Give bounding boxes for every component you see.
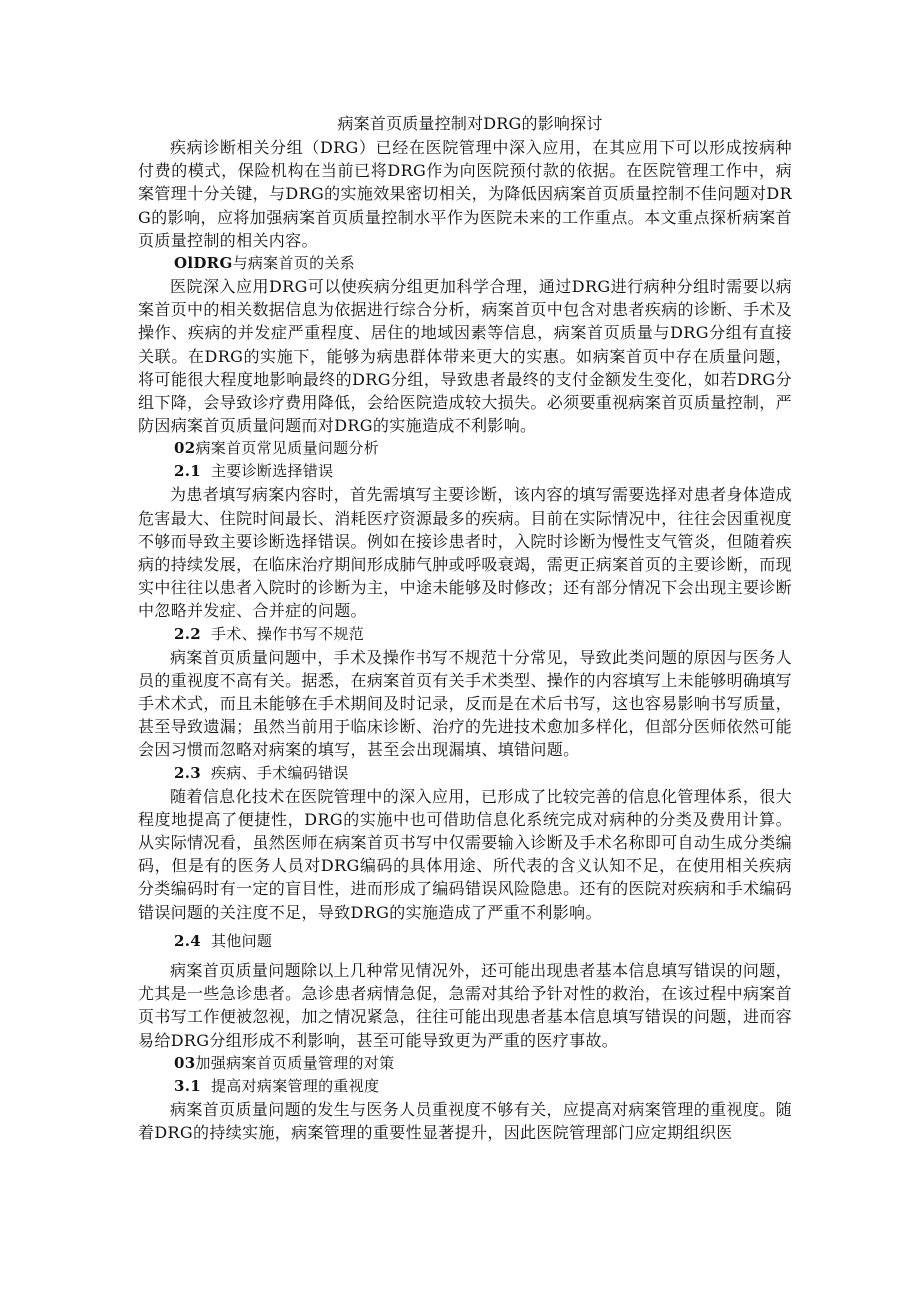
- section-number: 03: [174, 1053, 196, 1072]
- section-heading-text: 病案首页常见质量问题分析: [195, 439, 380, 458]
- document-body: [138, 136, 792, 1144]
- subsection-heading: [138, 930, 792, 953]
- section-heading: [138, 252, 792, 275]
- section-heading-text: 主要诊断选择错误: [211, 462, 334, 481]
- section-heading-text: 手术、操作书写不规范: [211, 624, 365, 643]
- subsection-heading: [138, 460, 792, 483]
- section-number: 2.3: [174, 763, 201, 782]
- subsection-heading: [138, 623, 792, 646]
- section-heading-text: 疾病、手术编码错误: [211, 763, 349, 782]
- body-paragraph: 疾病诊断相关分组（DRG）已经在医院管理中深入应用，在其应用下可以形成按病种付费的模式，保险机构在当前已将DRG作为向医院预付款的依据。在医院管理工作中，病案管理十分关键，与DRG的实施效果密切相关，为降低因病案首页质量控制不佳问题对DRG的影响，应将加强病案首页质量控制水平作为医院未来的工作重点。本文重点探析病案首页质量控制的相关内容。: [138, 138, 792, 250]
- document-title: 病案首页质量控制对DRG的影响探讨: [337, 114, 603, 133]
- body-paragraph: 医院深入应用DRG可以使疾病分组更加科学合理，通过DRG进行病种分组时需要以病案首页中的相关数据信息为依据进行综合分析，病案首页中包含对患者疾病的诊断、手术及操作、疾病的并发症严重程度、居住的地域因素等信息，病案首页质量与DRG分组有直接关联。在DRG的实施下，能够为病患群体带来更大的实惠。如病案首页中存在质量问题，将可能很大程度地影响最终的DRG分组，导致患者最终的支付金额发生变化，如若DRG分组下降，会导致诊疗费用降低，会给医院造成较大损失。必须要重视病案首页质量控制，严防因病案首页质量问题而对DRG的实施造成不利影响。: [138, 277, 793, 436]
- subsection-heading: [138, 762, 792, 785]
- body-paragraph: 随着信息化技术在医院管理中的深入应用，已形成了比较完善的信息化管理体系，很大程度地提高了便捷性，DRG的实施中也可借助信息化系统完成对病种的分类及费用计算。从实际情况看，虽然医师在病案首页书写中仅需要输入诊断及手术名称即可自动生成分类编码，但是有的医务人员对DRG编码的具体用途、所代表的含义认知不足，在使用相关疾病分类编码时有一定的盲目性，进而形成了编码错误风险隐患。还有的医院对疾病和手术编码错误问题的关注度不足，导致DRG的实施造成了严重不利影响。: [138, 786, 793, 922]
- section-number: 2.2: [174, 624, 201, 643]
- body-paragraph: 病案首页质量问题的发生与医务人员重视度不够有关，应提高对病案管理的重视度。随着DRG的持续实施，病案管理的重要性显著提升，因此医院管理部门应定期组织医: [138, 1099, 792, 1142]
- section-heading: [138, 437, 792, 460]
- subsection-heading: [138, 1075, 792, 1098]
- section-heading-text: 提高对病案管理的重视度: [211, 1076, 380, 1095]
- section-number: 02: [174, 439, 196, 458]
- section-heading-text: 与病案首页的关系: [232, 254, 355, 273]
- section-number: OlDRG: [174, 254, 233, 273]
- section-number: 2.4: [174, 931, 201, 950]
- section-heading: [138, 1052, 792, 1075]
- body-paragraph: 病案首页质量问题除以上几种常见情况外，还可能出现患者基本信息填写错误的问题，尤其是一些急诊患者。急诊患者病情急促，急需对其给予针对性的救治，在该过程中病案首页书写工作便被忽视，加之情况紧急，往往可能出现患者基本信息填写错误的问题，进而容易给DRG分组形成不利影响，甚至可能导致更为严重的医疗事故。: [138, 960, 793, 1050]
- body-paragraph: 病案首页质量问题中，手术及操作书写不规范十分常见，导致此类问题的原因与医务人员的重视度不高有关。据悉，在病案首页有关手术类型、操作的内容填写上未能够明确填写手术术式，而且未能够在手术期间及时记录，反而是在术后书写，这也容易影响书写质量，甚至导致遗漏；虽然当前用于临床诊断、治疗的先进技术愈加多样化，但部分医师依然可能会因习惯而忽略对病案的填写，甚至会出现漏填、填错问题。: [138, 647, 793, 760]
- body-paragraph: 为患者填写病案内容时，首先需填写主要诊断，该内容的填写需要选择对患者身体造成危害最大、住院时间最长、消耗医疗资源最多的疾病。目前在实际情况中，往往会因重视度不够而导致主要诊断选择错误。例如在接诊患者时，入院时诊断为慢性支气管炎，但随着疾病的持续发展，在临床治疗期间形成肺气肿或呼吸衰竭，需更正病案首页的主要诊断，而现实中往往以患者入院时的诊断为主，中途未能够及时修改；还有部分情况下会出现主要诊断中忽略并发症、合并症的问题。: [138, 485, 793, 621]
- section-number: 2.1: [174, 462, 201, 481]
- section-heading-text: 其他问题: [211, 931, 273, 950]
- section-number: 3.1: [174, 1076, 201, 1095]
- section-heading-text: 加强病案首页质量管理的对策: [195, 1053, 395, 1072]
